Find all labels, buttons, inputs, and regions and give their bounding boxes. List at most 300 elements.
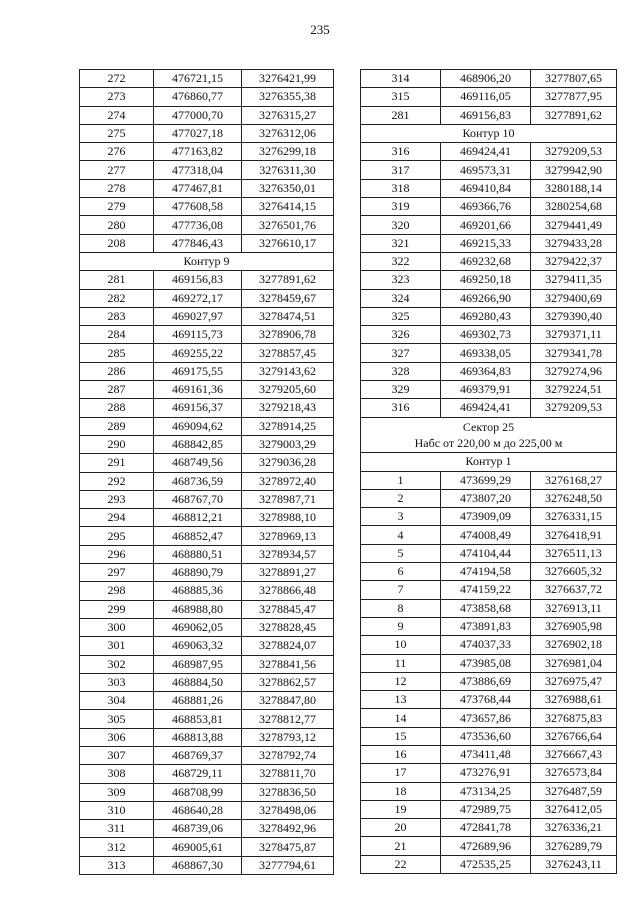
table-row — [80, 545, 334, 563]
x-coordinate-cell: 473536,60 — [441, 727, 531, 745]
y-coordinate-cell: 3276243,11 — [531, 855, 617, 873]
y-coordinate-cell: 3279218,43 — [242, 399, 334, 417]
table-row — [361, 782, 617, 800]
x-coordinate-cell: 477163,82 — [154, 143, 242, 161]
y-coordinate-cell: 3278492,96 — [242, 820, 334, 838]
table-row — [80, 70, 334, 88]
point-number-cell: 286 — [80, 362, 154, 380]
y-coordinate-cell: 3278988,10 — [242, 509, 334, 527]
table-row — [361, 326, 617, 344]
x-coordinate-cell: 468812,21 — [154, 509, 242, 527]
table-row — [361, 800, 617, 818]
y-coordinate-cell: 3276981,04 — [531, 654, 617, 672]
table-row — [361, 617, 617, 635]
table-row — [361, 216, 617, 234]
table-row — [80, 216, 334, 234]
y-coordinate-cell: 3279209,53 — [531, 399, 617, 417]
y-coordinate-cell: 3276418,91 — [531, 526, 617, 544]
y-coordinate-cell: 3278845,47 — [242, 600, 334, 618]
point-number-cell: 287 — [80, 381, 154, 399]
y-coordinate-cell: 3279036,28 — [242, 454, 334, 472]
y-coordinate-cell: 3276414,15 — [242, 198, 334, 216]
y-coordinate-cell: 3278498,06 — [242, 801, 334, 819]
point-number-cell: 292 — [80, 472, 154, 490]
y-coordinate-cell: 3278866,48 — [242, 582, 334, 600]
y-coordinate-cell: 3279441,49 — [531, 216, 617, 234]
contour-header: Контур 10 — [361, 124, 617, 142]
table-row — [361, 471, 617, 489]
point-number-cell: 312 — [80, 838, 154, 856]
sector-title: Сектор 25 — [462, 419, 515, 434]
table-row — [80, 289, 334, 307]
table-row — [80, 692, 334, 710]
table-row — [361, 70, 617, 88]
x-coordinate-cell: 469302,73 — [441, 326, 531, 344]
x-coordinate-cell: 469156,83 — [154, 271, 242, 289]
point-number-cell: 3 — [361, 508, 441, 526]
table-row — [80, 710, 334, 728]
y-coordinate-cell: 3276975,47 — [531, 672, 617, 690]
table-row — [80, 564, 334, 582]
point-number-cell: 317 — [361, 161, 441, 179]
x-coordinate-cell: 473886,69 — [441, 672, 531, 690]
y-coordinate-cell: 3279390,40 — [531, 307, 617, 325]
table-row — [361, 563, 617, 581]
x-coordinate-cell: 469255,22 — [154, 344, 242, 362]
point-number-cell: 22 — [361, 855, 441, 873]
y-coordinate-cell: 3278987,71 — [242, 490, 334, 508]
point-number-cell: 295 — [80, 527, 154, 545]
x-coordinate-cell: 469215,33 — [441, 234, 531, 252]
y-coordinate-cell: 3276573,84 — [531, 764, 617, 782]
point-number-cell: 315 — [361, 88, 441, 106]
y-coordinate-cell: 3276766,64 — [531, 727, 617, 745]
x-coordinate-cell: 468842,85 — [154, 435, 242, 453]
table-row — [80, 435, 334, 453]
point-number-cell: 302 — [80, 655, 154, 673]
point-number-cell: 281 — [80, 271, 154, 289]
right-table-body — [361, 70, 617, 874]
x-coordinate-cell: 468813,88 — [154, 728, 242, 746]
table-row — [80, 637, 334, 655]
point-number-cell: 297 — [80, 564, 154, 582]
table-row — [361, 691, 617, 709]
y-coordinate-cell: 3276350,01 — [242, 179, 334, 197]
point-number-cell: 13 — [361, 691, 441, 709]
x-coordinate-cell: 468880,51 — [154, 545, 242, 563]
table-row — [361, 344, 617, 362]
point-number-cell: 18 — [361, 782, 441, 800]
table-row — [80, 124, 334, 142]
point-number-cell: 313 — [80, 856, 154, 874]
x-coordinate-cell: 468988,80 — [154, 600, 242, 618]
point-number-cell: 311 — [80, 820, 154, 838]
table-row — [80, 618, 334, 636]
y-coordinate-cell: 3276315,27 — [242, 106, 334, 124]
point-number-cell: 20 — [361, 819, 441, 837]
table-row — [361, 764, 617, 782]
table-row — [80, 161, 334, 179]
point-number-cell: 19 — [361, 800, 441, 818]
point-number-cell: 304 — [80, 692, 154, 710]
table-row — [361, 837, 617, 855]
x-coordinate-cell: 469063,32 — [154, 637, 242, 655]
x-coordinate-cell: 473891,83 — [441, 617, 531, 635]
table-row — [80, 728, 334, 746]
x-coordinate-cell: 469364,83 — [441, 362, 531, 380]
table-row — [361, 636, 617, 654]
point-number-cell: 291 — [80, 454, 154, 472]
point-number-cell: 316 — [361, 143, 441, 161]
sector-height-range: Набс от 220,00 м до 225,00 м — [414, 435, 563, 450]
y-coordinate-cell: 3278459,67 — [242, 289, 334, 307]
x-coordinate-cell: 477736,08 — [154, 216, 242, 234]
x-coordinate-cell: 476721,15 — [154, 70, 242, 88]
x-coordinate-cell: 473276,91 — [441, 764, 531, 782]
point-number-cell: 278 — [80, 179, 154, 197]
left-coordinates-table — [79, 69, 334, 875]
x-coordinate-cell: 472689,96 — [441, 837, 531, 855]
y-coordinate-cell: 3279224,51 — [531, 381, 617, 399]
point-number-cell: 17 — [361, 764, 441, 782]
point-number-cell: 11 — [361, 654, 441, 672]
point-number-cell: 294 — [80, 509, 154, 527]
x-coordinate-cell: 477000,70 — [154, 106, 242, 124]
table-row — [80, 344, 334, 362]
y-coordinate-cell: 3278862,57 — [242, 673, 334, 691]
y-coordinate-cell: 3276667,43 — [531, 745, 617, 763]
x-coordinate-cell: 473411,48 — [441, 745, 531, 763]
x-coordinate-cell: 472989,75 — [441, 800, 531, 818]
y-coordinate-cell: 3279422,37 — [531, 252, 617, 270]
x-coordinate-cell: 468736,59 — [154, 472, 242, 490]
x-coordinate-cell: 469115,73 — [154, 326, 242, 344]
x-coordinate-cell: 476860,77 — [154, 88, 242, 106]
table-row — [361, 88, 617, 106]
point-number-cell: 7 — [361, 581, 441, 599]
x-coordinate-cell: 468739,06 — [154, 820, 242, 838]
point-number-cell: 279 — [80, 198, 154, 216]
table-row — [361, 106, 617, 124]
point-number-cell: 274 — [80, 106, 154, 124]
contour-header-row — [361, 453, 617, 471]
x-coordinate-cell: 468885,36 — [154, 582, 242, 600]
point-number-cell: 14 — [361, 709, 441, 727]
x-coordinate-cell: 469175,55 — [154, 362, 242, 380]
table-row — [361, 289, 617, 307]
point-number-cell: 289 — [80, 417, 154, 435]
y-coordinate-cell: 3280188,14 — [531, 179, 617, 197]
point-number-cell: 318 — [361, 179, 441, 197]
y-coordinate-cell: 3280254,68 — [531, 198, 617, 216]
left-table-body — [80, 70, 334, 875]
x-coordinate-cell: 469161,36 — [154, 381, 242, 399]
point-number-cell: 283 — [80, 307, 154, 325]
x-coordinate-cell: 477846,43 — [154, 234, 242, 252]
y-coordinate-cell: 3276637,72 — [531, 581, 617, 599]
table-row — [80, 655, 334, 673]
table-row — [80, 362, 334, 380]
y-coordinate-cell: 3278914,25 — [242, 417, 334, 435]
table-row — [361, 252, 617, 270]
y-coordinate-cell: 3278934,57 — [242, 545, 334, 563]
y-coordinate-cell: 3278847,80 — [242, 692, 334, 710]
x-coordinate-cell: 469410,84 — [441, 179, 531, 197]
x-coordinate-cell: 469156,83 — [441, 106, 531, 124]
x-coordinate-cell: 473858,68 — [441, 599, 531, 617]
x-coordinate-cell: 473134,25 — [441, 782, 531, 800]
point-number-cell: 298 — [80, 582, 154, 600]
x-coordinate-cell: 474159,22 — [441, 581, 531, 599]
table-row — [361, 489, 617, 507]
y-coordinate-cell: 3278792,74 — [242, 746, 334, 764]
x-coordinate-cell: 469338,05 — [441, 344, 531, 362]
y-coordinate-cell: 3279143,62 — [242, 362, 334, 380]
point-number-cell: 327 — [361, 344, 441, 362]
table-row — [80, 106, 334, 124]
table-row — [80, 527, 334, 545]
point-number-cell: 305 — [80, 710, 154, 728]
point-number-cell: 316 — [361, 399, 441, 417]
x-coordinate-cell: 468640,28 — [154, 801, 242, 819]
x-coordinate-cell: 469266,90 — [441, 289, 531, 307]
point-number-cell: 319 — [361, 198, 441, 216]
y-coordinate-cell: 3279400,69 — [531, 289, 617, 307]
contour-header-row — [80, 252, 334, 270]
table-row — [361, 544, 617, 562]
right-coordinates-table — [360, 69, 617, 874]
x-coordinate-cell: 468767,70 — [154, 490, 242, 508]
x-coordinate-cell: 468890,79 — [154, 564, 242, 582]
table-row — [80, 783, 334, 801]
point-number-cell: 324 — [361, 289, 441, 307]
point-number-cell: 290 — [80, 435, 154, 453]
point-number-cell: 300 — [80, 618, 154, 636]
x-coordinate-cell: 468881,26 — [154, 692, 242, 710]
x-coordinate-cell: 469424,41 — [441, 143, 531, 161]
table-row — [361, 745, 617, 763]
y-coordinate-cell: 3276913,11 — [531, 599, 617, 617]
table-row — [80, 234, 334, 252]
y-coordinate-cell: 3278857,45 — [242, 344, 334, 362]
table-row — [80, 582, 334, 600]
y-coordinate-cell: 3276905,98 — [531, 617, 617, 635]
y-coordinate-cell: 3278824,07 — [242, 637, 334, 655]
x-coordinate-cell: 473768,44 — [441, 691, 531, 709]
table-row — [80, 600, 334, 618]
point-number-cell: 15 — [361, 727, 441, 745]
point-number-cell: 322 — [361, 252, 441, 270]
table-row — [80, 88, 334, 106]
y-coordinate-cell: 3276487,59 — [531, 782, 617, 800]
point-number-cell: 296 — [80, 545, 154, 563]
point-number-cell: 301 — [80, 637, 154, 655]
y-coordinate-cell: 3276289,79 — [531, 837, 617, 855]
point-number-cell: 9 — [361, 617, 441, 635]
point-number-cell: 284 — [80, 326, 154, 344]
y-coordinate-cell: 3276902,18 — [531, 636, 617, 654]
table-row — [361, 161, 617, 179]
point-number-cell: 21 — [361, 837, 441, 855]
x-coordinate-cell: 469250,18 — [441, 271, 531, 289]
table-row — [361, 819, 617, 837]
x-coordinate-cell: 468906,20 — [441, 70, 531, 88]
x-coordinate-cell: 468729,11 — [154, 765, 242, 783]
x-coordinate-cell: 474037,33 — [441, 636, 531, 654]
x-coordinate-cell: 472535,25 — [441, 855, 531, 873]
point-number-cell: 12 — [361, 672, 441, 690]
y-coordinate-cell: 3277891,62 — [531, 106, 617, 124]
y-coordinate-cell: 3278475,87 — [242, 838, 334, 856]
x-coordinate-cell: 473699,29 — [441, 471, 531, 489]
x-coordinate-cell: 477467,81 — [154, 179, 242, 197]
y-coordinate-cell: 3278474,51 — [242, 307, 334, 325]
y-coordinate-cell: 3276421,99 — [242, 70, 334, 88]
y-coordinate-cell: 3279205,60 — [242, 381, 334, 399]
y-coordinate-cell: 3279274,96 — [531, 362, 617, 380]
y-coordinate-cell: 3278828,45 — [242, 618, 334, 636]
x-coordinate-cell: 469366,76 — [441, 198, 531, 216]
x-coordinate-cell: 468884,50 — [154, 673, 242, 691]
x-coordinate-cell: 473985,08 — [441, 654, 531, 672]
table-row — [80, 417, 334, 435]
y-coordinate-cell: 3276248,50 — [531, 489, 617, 507]
x-coordinate-cell: 469062,05 — [154, 618, 242, 636]
point-number-cell: 325 — [361, 307, 441, 325]
y-coordinate-cell: 3279942,90 — [531, 161, 617, 179]
table-row — [80, 271, 334, 289]
table-row — [361, 654, 617, 672]
y-coordinate-cell: 3276511,13 — [531, 544, 617, 562]
y-coordinate-cell: 3278841,56 — [242, 655, 334, 673]
y-coordinate-cell: 3276355,38 — [242, 88, 334, 106]
y-coordinate-cell: 3276610,17 — [242, 234, 334, 252]
table-row — [361, 234, 617, 252]
point-number-cell: 4 — [361, 526, 441, 544]
table-row — [361, 672, 617, 690]
point-number-cell: 5 — [361, 544, 441, 562]
y-coordinate-cell: 3276412,05 — [531, 800, 617, 818]
y-coordinate-cell: 3276168,27 — [531, 471, 617, 489]
table-row — [80, 179, 334, 197]
y-coordinate-cell: 3277807,65 — [531, 70, 617, 88]
table-row — [361, 399, 617, 417]
x-coordinate-cell: 469379,91 — [441, 381, 531, 399]
table-row — [361, 362, 617, 380]
x-coordinate-cell: 468987,95 — [154, 655, 242, 673]
point-number-cell: 276 — [80, 143, 154, 161]
y-coordinate-cell: 3278906,78 — [242, 326, 334, 344]
table-row — [80, 838, 334, 856]
point-number-cell: 307 — [80, 746, 154, 764]
x-coordinate-cell: 473657,86 — [441, 709, 531, 727]
point-number-cell: 272 — [80, 70, 154, 88]
y-coordinate-cell: 3279003,29 — [242, 435, 334, 453]
point-number-cell: 6 — [361, 563, 441, 581]
y-coordinate-cell: 3276875,83 — [531, 709, 617, 727]
table-row — [361, 508, 617, 526]
point-number-cell: 16 — [361, 745, 441, 763]
x-coordinate-cell: 469201,66 — [441, 216, 531, 234]
y-coordinate-cell: 3276605,32 — [531, 563, 617, 581]
y-coordinate-cell: 3278836,50 — [242, 783, 334, 801]
x-coordinate-cell: 477608,58 — [154, 198, 242, 216]
table-row — [80, 198, 334, 216]
table-row — [361, 271, 617, 289]
table-row — [361, 581, 617, 599]
x-coordinate-cell: 477027,18 — [154, 124, 242, 142]
table-row — [361, 599, 617, 617]
table-row — [361, 855, 617, 873]
x-coordinate-cell: 474194,58 — [441, 563, 531, 581]
y-coordinate-cell: 3276331,15 — [531, 508, 617, 526]
table-row — [80, 856, 334, 874]
y-coordinate-cell: 3278972,40 — [242, 472, 334, 490]
x-coordinate-cell: 474104,44 — [441, 544, 531, 562]
table-row — [80, 820, 334, 838]
table-row — [80, 765, 334, 783]
table-row — [80, 509, 334, 527]
x-coordinate-cell: 472841,78 — [441, 819, 531, 837]
table-row — [361, 709, 617, 727]
table-row — [80, 673, 334, 691]
y-coordinate-cell: 3279433,28 — [531, 234, 617, 252]
y-coordinate-cell: 3278811,70 — [242, 765, 334, 783]
table-row — [80, 381, 334, 399]
table-row — [80, 143, 334, 161]
sector-header-row — [361, 417, 617, 453]
x-coordinate-cell: 469094,62 — [154, 417, 242, 435]
y-coordinate-cell: 3277794,61 — [242, 856, 334, 874]
x-coordinate-cell: 469232,68 — [441, 252, 531, 270]
x-coordinate-cell: 468867,30 — [154, 856, 242, 874]
point-number-cell: 314 — [361, 70, 441, 88]
point-number-cell: 2 — [361, 489, 441, 507]
point-number-cell: 1 — [361, 471, 441, 489]
x-coordinate-cell: 468708,99 — [154, 783, 242, 801]
x-coordinate-cell: 469027,97 — [154, 307, 242, 325]
point-number-cell: 273 — [80, 88, 154, 106]
x-coordinate-cell: 469116,05 — [441, 88, 531, 106]
contour-header-row — [361, 124, 617, 142]
point-number-cell: 303 — [80, 673, 154, 691]
table-row — [361, 143, 617, 161]
point-number-cell: 323 — [361, 271, 441, 289]
y-coordinate-cell: 3277877,95 — [531, 88, 617, 106]
point-number-cell: 8 — [361, 599, 441, 617]
y-coordinate-cell: 3279371,11 — [531, 326, 617, 344]
point-number-cell: 293 — [80, 490, 154, 508]
point-number-cell: 208 — [80, 234, 154, 252]
y-coordinate-cell: 3279411,35 — [531, 271, 617, 289]
point-number-cell: 329 — [361, 381, 441, 399]
contour-header: Контур 1 — [361, 453, 617, 471]
y-coordinate-cell: 3276299,18 — [242, 143, 334, 161]
x-coordinate-cell: 473807,20 — [441, 489, 531, 507]
x-coordinate-cell: 469573,31 — [441, 161, 531, 179]
point-number-cell: 306 — [80, 728, 154, 746]
contour-header: Контур 9 — [80, 252, 334, 270]
point-number-cell: 328 — [361, 362, 441, 380]
x-coordinate-cell: 468769,37 — [154, 746, 242, 764]
y-coordinate-cell: 3276336,21 — [531, 819, 617, 837]
y-coordinate-cell: 3279209,53 — [531, 143, 617, 161]
point-number-cell: 299 — [80, 600, 154, 618]
table-row — [361, 727, 617, 745]
point-number-cell: 288 — [80, 399, 154, 417]
table-row — [80, 472, 334, 490]
point-number-cell: 275 — [80, 124, 154, 142]
